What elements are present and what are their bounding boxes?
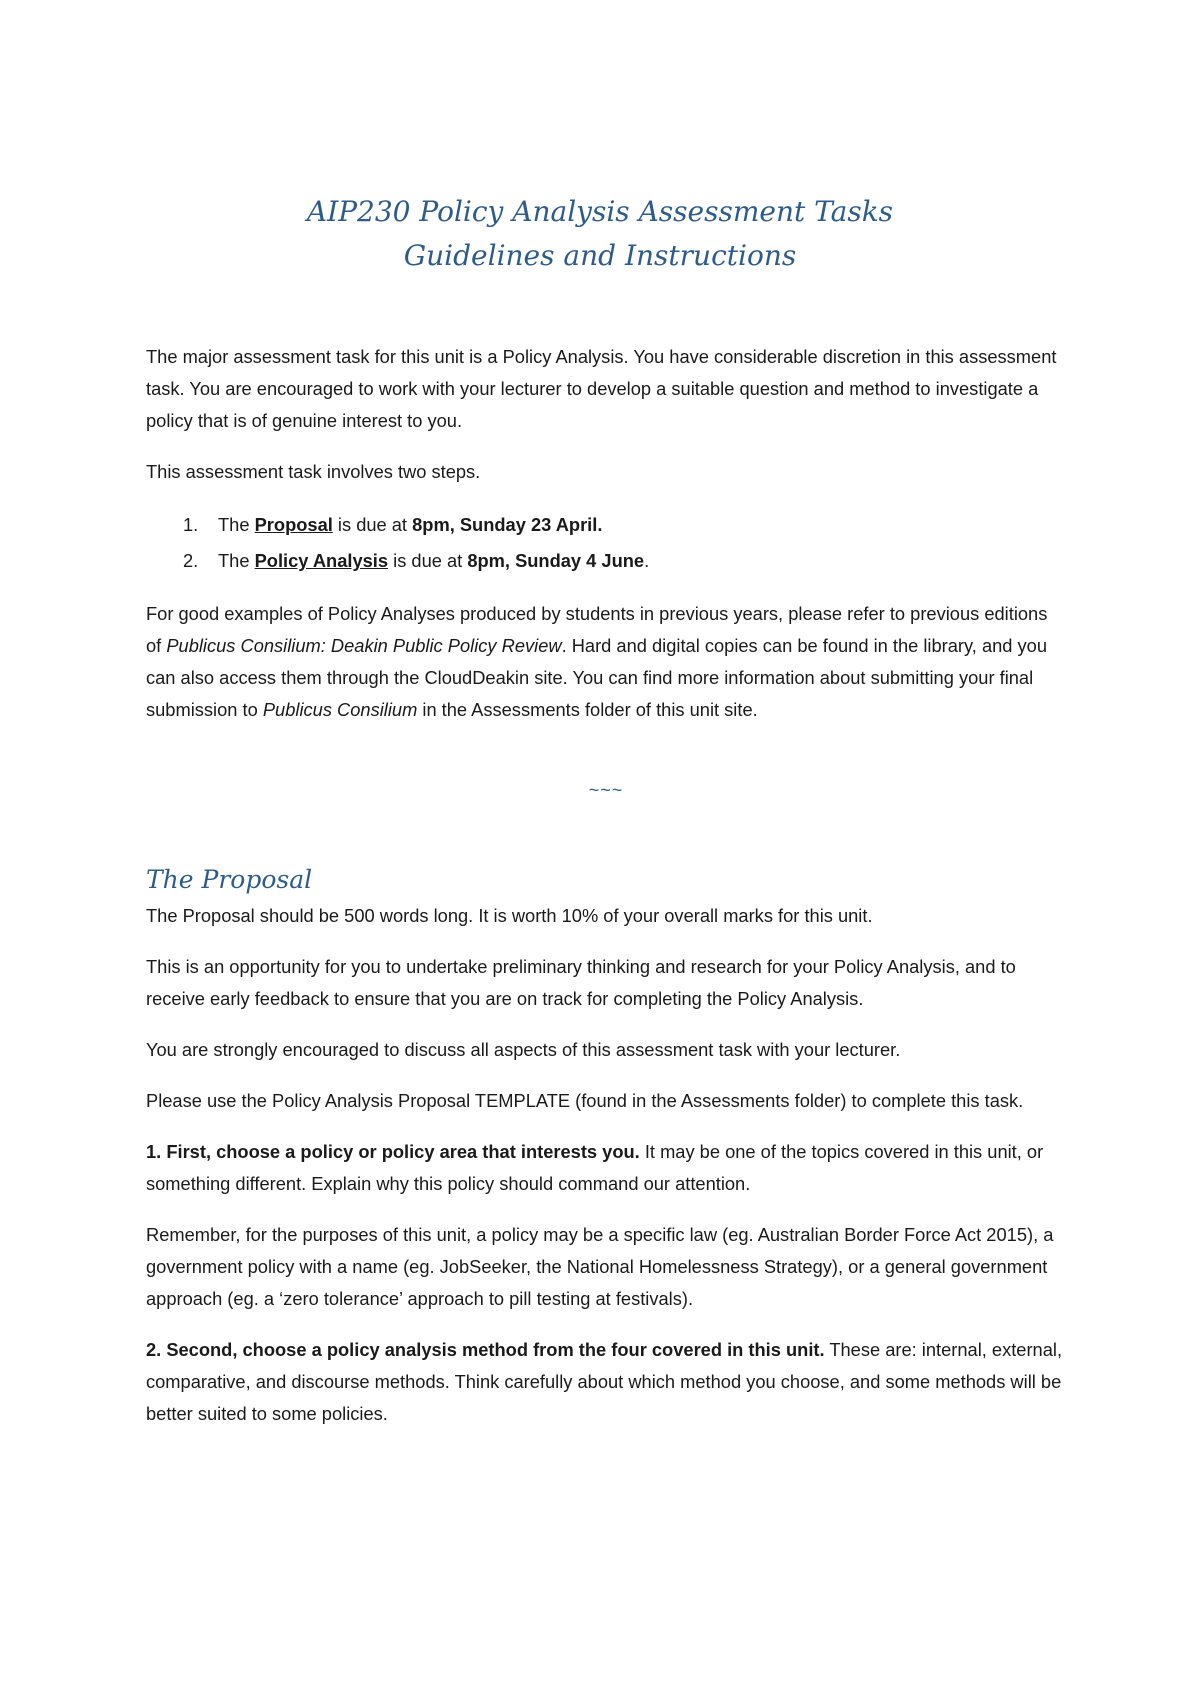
steps-list xyxy=(146,507,1066,579)
step-2-lead: 2. Second, choose a policy analysis method from the four covered in this unit. xyxy=(146,1339,825,1360)
step-item-name: Proposal xyxy=(254,514,333,535)
proposal-step-2 xyxy=(146,1334,1066,1430)
proposal-paragraph: Remember, for the purposes of this unit, a policy may be a specific law (eg. Australian Border Force Act 2015), a government policy with a name (eg. JobSeeker, the National Homelessness Strategy), or a general government approach (eg. a ‘zero tolerance’ approach to pill testing at festivals). xyxy=(146,1224,1054,1309)
proposal-paragraph: You are strongly encouraged to discuss all aspects of this assessment task with your lecturer. xyxy=(146,1039,901,1060)
step-text: is due at xyxy=(388,550,468,571)
step-1-text: It may be one of the topics covered in this unit, or something different. Explain why this policy should command our attention. xyxy=(146,1141,1044,1194)
step-number: 1. xyxy=(183,514,199,535)
title-line-2: Guidelines and Instructions xyxy=(403,239,797,272)
proposal-paragraph: Please use the Policy Analysis Proposal TEMPLATE (found in the Assessments folder) to complete this task. xyxy=(146,1090,1024,1111)
step-item-name: Policy Analysis xyxy=(254,550,389,571)
proposal-paragraph: The Proposal should be 500 words long. It is worth 10% of your overall marks for this unit. xyxy=(146,905,873,926)
title-line-1: AIP230 Policy Analysis Assessment Tasks xyxy=(306,195,894,228)
steps-intro: This assessment task involves two steps. xyxy=(146,461,481,482)
step-text: . xyxy=(644,550,650,571)
step-text: is due at xyxy=(332,514,413,535)
proposal-paragraph: This is an opportunity for you to undertake preliminary thinking and research for your Policy Analysis, and to receive early feedback to ensure that you are on track for completing the Policy Analysis. xyxy=(146,956,1016,1009)
document-title xyxy=(0,190,1200,278)
examples-paragraph xyxy=(146,598,1066,726)
journal-title: Publicus Consilium: Deakin Public Policy Review xyxy=(166,635,562,656)
step-number: 2. xyxy=(183,550,199,571)
step-due-date: 8pm, Sunday 4 June xyxy=(467,550,645,571)
proposal-step-1 xyxy=(146,1136,1066,1200)
examples-text: in the Assessments folder of this unit site. xyxy=(417,699,758,720)
step-item xyxy=(146,543,1066,579)
step-text: The xyxy=(218,514,255,535)
proposal-heading: The Proposal xyxy=(146,865,313,894)
step-due-date: 8pm, Sunday 23 April. xyxy=(412,514,603,535)
step-1-lead: 1. First, choose a policy or policy area that interests you. xyxy=(146,1141,640,1162)
intro-paragraph: The major assessment task for this unit is a Policy Analysis. You have considerable discretion in this assessment task. You are encouraged to work with your lecturer to develop a suitable question and method to investigate a policy that is of genuine interest to you. xyxy=(146,346,1057,431)
journal-title-short: Publicus Consilium xyxy=(262,699,418,720)
document-body xyxy=(146,341,1066,1449)
step-item xyxy=(146,507,1066,543)
section-divider: ~~~ xyxy=(588,780,624,800)
examples-text: For good examples of Policy Analyses produced by students in previous years, please refer to previous editions of xyxy=(146,603,1048,656)
step-2-text: These are: internal, external, comparative, and discourse methods. Think carefully about which method you choose, and some methods will be better suited to some policies. xyxy=(146,1339,1063,1424)
examples-text: . Hard and digital copies can be found in the library, and you can also access them through the CloudDeakin site. You can find more information about submitting your final submission to xyxy=(146,635,1047,720)
step-text: The xyxy=(218,550,255,571)
